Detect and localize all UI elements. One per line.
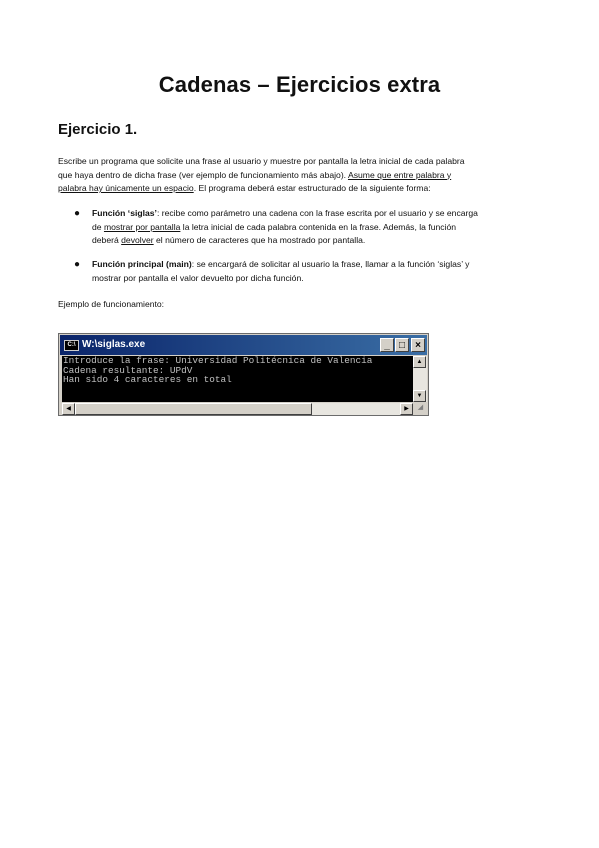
bullet-line	[92, 221, 542, 235]
intro-line-2	[58, 169, 542, 183]
list-item	[58, 258, 542, 285]
console-app-icon[interactable]: C:\	[64, 340, 79, 351]
bullet-title: Función ‘siglas’	[92, 208, 157, 218]
scroll-up-icon[interactable]: ▲	[413, 356, 426, 368]
intro-text: que haya dentro de dicha frase (ver ejemplo de funcionamiento más abajo).	[58, 169, 348, 180]
bullet-text: de	[92, 221, 104, 232]
console-line: Han sido 4 caracteres en total	[63, 374, 232, 386]
bullet-text: el número de caracteres que ha mostrado por pantalla.	[153, 235, 366, 246]
bullet-line	[92, 258, 542, 272]
bullet-line: mostrar por pantalla el valor devuelto por dicha función.	[92, 272, 304, 283]
maximize-button[interactable]: □	[395, 338, 409, 352]
bullet-title: Función principal (main)	[92, 259, 192, 269]
intro-underlined-text: Asume que entre palabra y	[347, 169, 452, 180]
console-window-title: W:\siglas.exe	[82, 339, 146, 350]
bullet-dot-icon: ●	[74, 208, 81, 219]
intro-underlined-text: palabra hay únicamente un espacio	[58, 183, 194, 194]
bullet-text: : recibe como parámetro una cadena con la frase escrita por el usuario y se encarga	[156, 208, 478, 218]
scroll-left-icon[interactable]: ◀	[62, 403, 75, 415]
scroll-down-icon[interactable]: ▼	[413, 390, 426, 402]
console-line: Introduce la frase: Universidad Politécnica de Valencia	[63, 356, 373, 366]
minimize-button[interactable]: _	[380, 338, 394, 352]
page-title: Cadenas – Ejercicios extra	[158, 72, 441, 97]
console-titlebar[interactable]	[60, 335, 427, 355]
intro-line-3	[58, 182, 542, 196]
intro-text: . El programa deberá estar estructurado de la siguiente forma:	[193, 183, 431, 194]
horizontal-scroll-thumb[interactable]	[75, 403, 312, 415]
list-item	[58, 207, 542, 248]
scroll-right-icon[interactable]: ▶	[400, 403, 413, 415]
console-window	[58, 333, 429, 416]
bullet-underlined-text: mostrar por pantalla	[103, 221, 181, 232]
bullet-text: la letra inicial de cada palabra contenida en la frase. Además, la función	[180, 221, 457, 232]
horizontal-scrollbar[interactable]	[62, 403, 413, 415]
bullet-line	[92, 207, 542, 221]
close-button[interactable]: ×	[411, 338, 425, 352]
bullet-dot-icon: ●	[74, 259, 81, 270]
bullet-text: : se encargará de solicitar al usuario la frase, llamar a la función ‘siglas’ y	[191, 259, 470, 269]
exercise-heading: Ejercicio 1.	[58, 121, 138, 138]
bullet-main	[58, 258, 542, 285]
console-output[interactable]	[62, 356, 413, 402]
resize-grip-icon[interactable]: ◢	[414, 402, 427, 414]
bullet-siglas	[58, 207, 542, 248]
bullet-text: deberá	[92, 235, 122, 246]
bullet-underlined-text: devolver	[121, 235, 154, 246]
vertical-scrollbar[interactable]	[413, 356, 427, 402]
intro-paragraph	[58, 155, 542, 196]
example-label: Ejemplo de funcionamiento:	[58, 299, 165, 309]
bullet-line	[92, 234, 542, 248]
console-line: Cadena resultante: UPdV	[63, 364, 193, 376]
intro-line-1: Escribe un programa que solicite una frase al usuario y muestre por pantalla la letra inicial de cada palabra	[58, 156, 465, 166]
